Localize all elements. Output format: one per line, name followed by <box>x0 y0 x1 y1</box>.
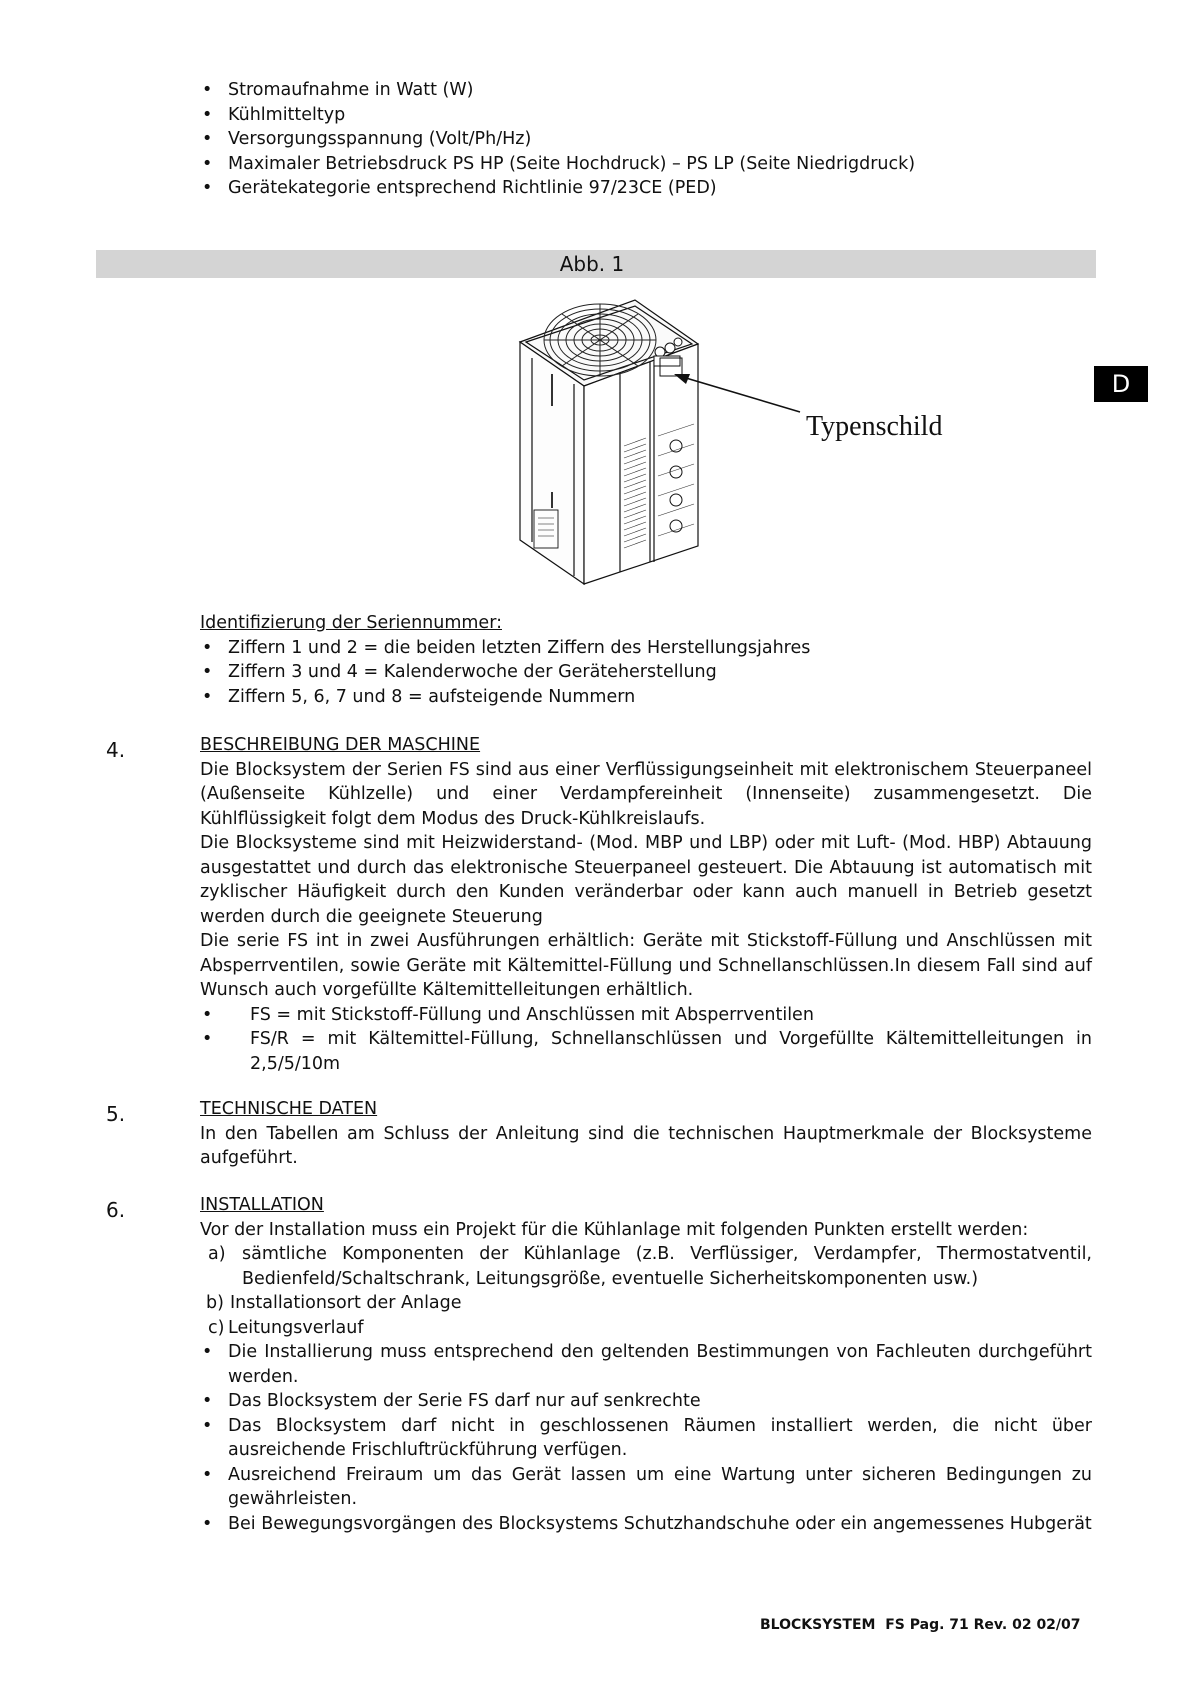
typenschild-arrow <box>672 372 802 418</box>
list-item: • Ziffern 1 und 2 = die beiden letzten Ziffern des Herstellungsjahres <box>200 636 1080 661</box>
list-item <box>200 1291 1092 1316</box>
section-4-list <box>200 1003 1092 1077</box>
list-item: • Stromaufnahme in Watt (W) <box>200 78 1080 103</box>
language-tab <box>1094 366 1148 402</box>
section-4 <box>200 733 1092 1076</box>
list-item <box>200 1316 1092 1341</box>
list-item: • Das Blocksystem darf nicht in geschlossenen Räumen installiert werden, die nicht über ausreichende Frischluftrückführung verfügen. <box>200 1414 1092 1463</box>
list-item <box>200 1242 1092 1291</box>
section-4-para-3: Die serie FS int in zwei Ausführungen erhältlich: Geräte mit Stickstoff-Füllung und Anschlüssen mit Absperrventilen, sowie Geräte mit Kältemittel-Füllung und Schnellanschlüssen.In diesem Fall sind auf Wunsch auch vorgefüllte Kältemittelleitungen erhältlich. <box>200 931 1092 1000</box>
section-6-number: 6. <box>106 1198 126 1222</box>
list-item: • Die Installierung muss entsprechend den geltenden Bestimmungen von Fachleuten durchgeführt werden. <box>200 1340 1092 1389</box>
blocksystem-illustration <box>500 296 800 596</box>
list-item: • Maximaler Betriebsdruck PS HP (Seite Hochdruck) – PS LP (Seite Niedrigdruck) <box>200 152 1080 177</box>
list-item: • Bei Bewegungsvorgängen des Blocksystems Schutzhandschuhe oder ein angemessenes Hubgerät <box>200 1512 1092 1537</box>
section-6-alpha-list <box>200 1242 1092 1340</box>
typenschild-label: Typenschild <box>806 411 943 442</box>
section-6-heading: INSTALLATION <box>200 1195 324 1215</box>
section-5-number: 5. <box>106 1102 126 1126</box>
section-5-para-1: In den Tabellen am Schluss der Anleitung sind die technischen Hauptmerkmale der Blocksysteme aufgeführt. <box>200 1123 1092 1168</box>
list-item: • FS = mit Stickstoff-Füllung und Anschlüssen mit Absperrventilen <box>200 1003 1092 1028</box>
section-4-heading: BESCHREIBUNG DER MASCHINE <box>200 735 481 755</box>
list-item: • Ziffern 5, 6, 7 und 8 = aufsteigende Nummern <box>200 685 1080 710</box>
section-4-para-2: Die Blocksysteme sind mit Heizwiderstand- (Mod. MBP und LBP) oder mit Luft- (Mod. HBP) Abtauung ausgestattet und durch das elektronische Steuerpaneel gesteuert. Die Abtauung ist automatisch mit zyklischer Häufigkeit durch den Kunden veränderbar oder kann auch manuell in Betrieb gesetzt werden durch die geeignete Steuerung <box>200 833 1092 927</box>
language-tab-label: D <box>1111 370 1131 398</box>
list-item: • Ausreichend Freiraum um das Gerät lassen um eine Wartung unter sicheren Bedingungen zu gewährleisten. <box>200 1463 1092 1512</box>
serial-heading: Identifizierung der Seriennummer: <box>200 613 502 633</box>
serial-section <box>200 611 1080 709</box>
section-6 <box>200 1193 1092 1536</box>
list-item: • Versorgungsspannung (Volt/Ph/Hz) <box>200 127 1080 152</box>
list-letter: c) <box>208 1317 225 1338</box>
spec-list <box>200 78 1080 201</box>
list-item: • FS/R = mit Kältemittel-Füllung, Schnellanschlüssen und Vorgefüllte Kältemittelleitungen in 2,5/5/10m <box>200 1027 1092 1076</box>
list-letter: b) <box>206 1293 224 1313</box>
section-4-number: 4. <box>106 738 126 762</box>
list-text: Installationsort der Anlage <box>230 1293 462 1313</box>
list-item: • Das Blocksystem der Serie FS darf nur auf senkrechte <box>200 1389 1092 1414</box>
list-text: Leitungsverlauf <box>228 1317 364 1338</box>
section-6-list <box>200 1340 1092 1536</box>
page-footer: BLOCKSYSTEM FS Pag. 71 Rev. 02 02/07 <box>760 1617 1081 1633</box>
section-5-heading: TECHNISCHE DATEN <box>200 1099 378 1119</box>
list-item: • Kühlmitteltyp <box>200 103 1080 128</box>
list-text: sämtliche Komponenten der Kühlanlage (z.B. Verflüssiger, Verdampfer, Thermostatventil, Bedienfeld/Schaltschrank, Leitungsgröße, eventuelle Sicherheitskomponenten usw.) <box>242 1244 1092 1289</box>
figure-caption: Abb. 1 <box>559 252 625 276</box>
section-5 <box>200 1097 1092 1171</box>
section-6-intro: Vor der Installation muss ein Projekt für die Kühlanlage mit folgenden Punkten erstellt werden: <box>200 1219 1029 1240</box>
serial-list <box>200 636 1080 710</box>
figure-caption-bar <box>96 250 1096 278</box>
list-item: • Gerätekategorie entsprechend Richtlinie 97/23CE (PED) <box>200 176 1080 201</box>
list-item: • Ziffern 3 und 4 = Kalenderwoche der Geräteherstellung <box>200 660 1080 685</box>
section-4-para-1: Die Blocksystem der Serien FS sind aus einer Verflüssigungseinheit mit elektronischem Steuerpaneel (Außenseite Kühlzelle) und einer Verdampfereinheit (Innenseite) zusammengesetzt. Die Kühlflüssigkeit folgt dem Modus des Druck-Kühlkreislaufs. <box>200 759 1092 829</box>
list-letter: a) <box>208 1244 226 1264</box>
